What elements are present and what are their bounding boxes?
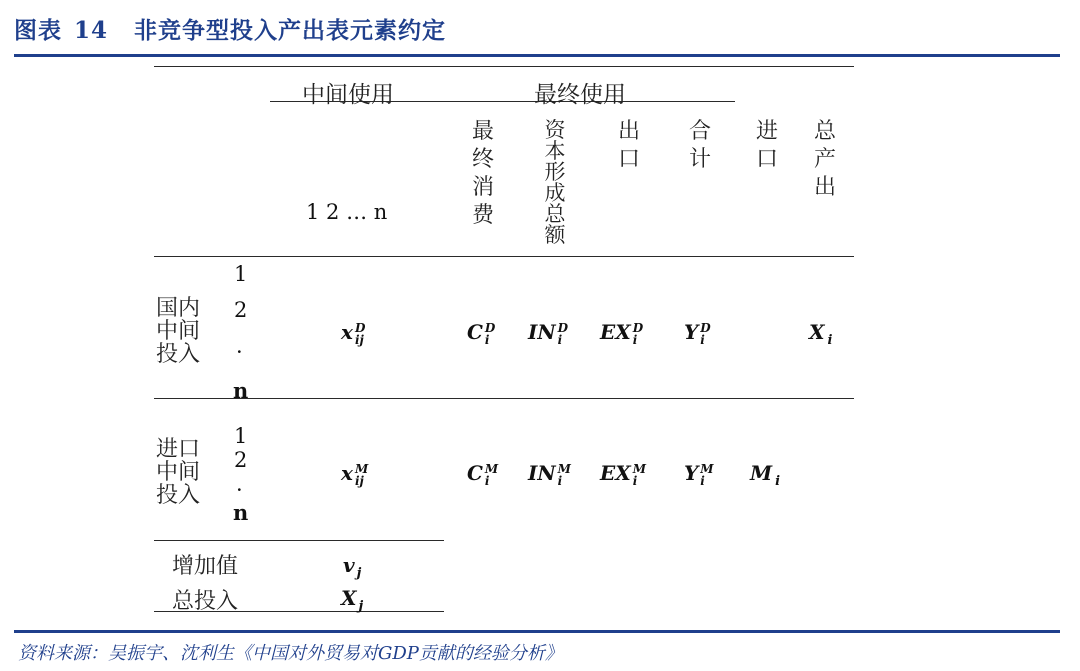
figure-title-text: 非竞争型投入产出表元素约定 <box>134 18 447 44</box>
imported-bottom-rule <box>154 540 444 541</box>
header-index-sequence: 1 2 … n <box>306 200 388 224</box>
row-label-value-added: 增加值 <box>172 554 239 579</box>
figure-title <box>14 12 446 45</box>
imported-y-i: Y M i <box>684 461 714 488</box>
total-input-x-j: X $_j$ <box>341 586 364 614</box>
figure-title-number: 14 <box>74 17 109 44</box>
imported-x-ij: x M ij <box>341 461 369 488</box>
header-capital-formation: 资本形成总额 <box>544 118 566 247</box>
row-label-total-input: 总投入 <box>172 589 239 614</box>
imported-m-i: M $_i$ <box>750 461 781 489</box>
value-added-v-j: v $_j$ <box>343 553 362 581</box>
header-final-consumption: 最终消费 <box>471 119 494 228</box>
footer-rule <box>14 630 1060 633</box>
domestic-y-i: Y D i <box>684 320 711 347</box>
imported-index-dot: · <box>236 478 243 502</box>
table-top-rule <box>154 66 854 67</box>
domestic-index-1: 1 <box>234 262 248 286</box>
source-note: 资料来源：吴振宇、沈利生《中国对外贸易对GDP贡献的经验分析》 <box>18 643 563 664</box>
header-final-use: 最终使用 <box>534 82 626 108</box>
figure-title-prefix: 图表 <box>14 18 62 44</box>
title-rule <box>14 54 1060 57</box>
domestic-in-i: IN D i <box>528 320 569 347</box>
header-bottom-rule <box>154 256 854 257</box>
imported-index-1: 1 <box>234 424 248 448</box>
imported-in-i: IN M i <box>528 461 571 488</box>
row-label-imported: 进口中间投入 <box>156 437 201 508</box>
imported-index-n: n <box>233 500 249 525</box>
domestic-bottom-rule <box>154 398 854 399</box>
header-intermediate-use: 中间使用 <box>302 82 394 108</box>
imported-ex-i: EX M i <box>600 461 647 488</box>
domestic-x-ij: x D ij <box>341 320 366 347</box>
domestic-ex-i: EX D i <box>600 320 644 347</box>
domestic-index-dot: · <box>236 340 243 364</box>
header-total-output: 总产出 <box>813 119 836 200</box>
imported-index-2: 2 <box>234 448 248 472</box>
header-export: 出口 <box>617 119 640 172</box>
domestic-c-i: C D i <box>467 320 496 347</box>
header-import: 进口 <box>755 119 778 172</box>
imported-c-i: C M i <box>467 461 499 488</box>
domestic-index-2: 2 <box>234 298 248 322</box>
domestic-total-output-x-i: X $_i$ <box>809 320 833 348</box>
header-total: 合计 <box>688 119 711 172</box>
domestic-index-n: n <box>233 378 249 403</box>
row-label-domestic: 国内中间投入 <box>156 296 201 367</box>
